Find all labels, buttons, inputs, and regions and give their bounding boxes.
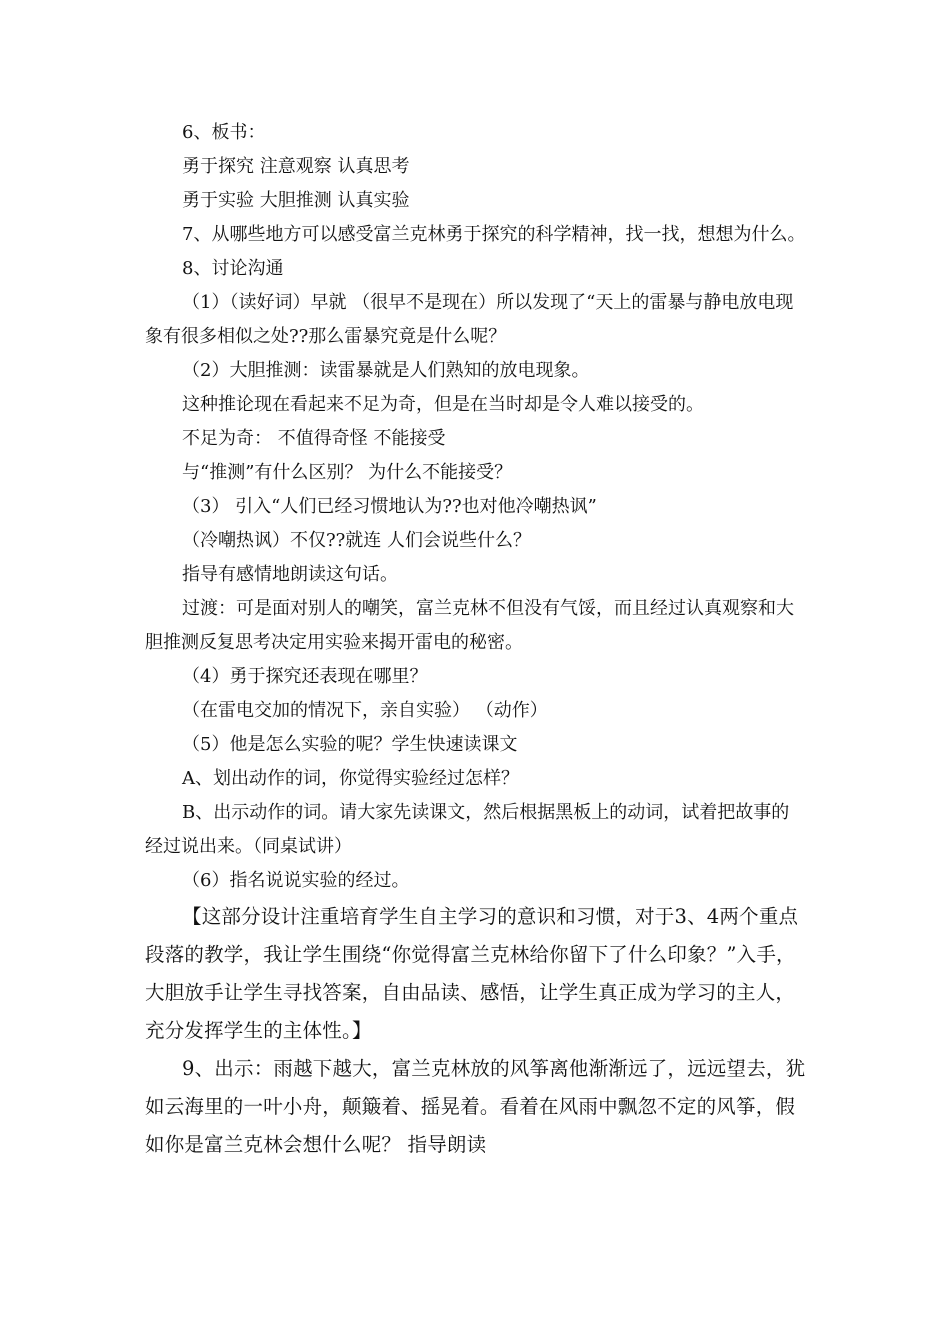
paragraph-step-7: 7、从哪些地方可以感受富兰克林勇于探究的科学精神，找一找，想想为什么。 [182,224,806,245]
paragraph-item-3: （3） 引入“人们已经习惯地认为??也对他冷嘲热讽” [182,496,597,517]
paragraph-sneer: （冷嘲热讽）不仅??就连 人们会说些什么？ [182,530,532,551]
paragraph-board-line-2: 勇于实验 大胆推测 认真实验 [182,190,410,211]
paragraph-item-5: （5）他是怎么实验的呢？学生快速读课文 [182,734,518,755]
paragraph-step-9: 9、出示：雨越下越大，富兰克林放的风筝离他渐渐远了，远远望去，犹如云海里的一叶小舟，颠簸着、摇晃着。看着在风雨中飘忽不定的风筝，假如你是富兰克林会想什么呢？ 指导朗读 [145,1057,806,1156]
paragraph-transition: 过渡：可是面对别人的嘲笑，富兰克林不但没有气馁，而且经过认真观察和大胆推测反复思考决定用实验来揭开雷电的秘密。 [145,598,794,653]
document-body [145,116,807,1164]
paragraph-guided-reading: 指导有感情地朗读这句话。 [182,564,398,585]
paragraph-question: 与“推测”有什么区别？ 为什么不能接受？ [182,462,513,483]
paragraph-action: （在雷电交加的情况下，亲自实验） （动作） [182,700,548,721]
paragraph-item-b: B、出示动作的词。请大家先读课文，然后根据黑板上的动词，试着把故事的经过说出来。（同桌试讲） [145,802,790,857]
paragraph-board-heading: 6、板书： [182,122,266,143]
paragraph-inference: 这种推论现在看起来不足为奇，但是在当时却是令人难以接受的。 [182,394,704,415]
paragraph-board-line-1: 勇于探究 注意观察 认真思考 [182,156,410,177]
paragraph-item-4: （4）勇于探究还表现在哪里？ [182,666,428,687]
paragraph-design-note: 【这部分设计注重培育学生自主学习的意识和习惯，对于3、4两个重点段落的教学，我让学生围绕“你觉得富兰克林给你留下了什么印象？”入手，大胆放手让学生寻找答案，自由品读、感悟，让学生真正成为学习的主人，充分发挥学生的主体性。】 [145,905,799,1042]
paragraph-step-8: 8、讨论沟通 [182,258,284,279]
paragraph-item-2: （2）大胆推测：读雷暴就是人们熟知的放电现象。 [182,360,590,381]
paragraph-item-a: A、划出动作的词，你觉得实验经过怎样？ [182,768,519,789]
paragraph-item-1: （1）（读好词）早就 （很早不是现在）所以发现了“天上的雷暴与静电放电现象有很多相似之处??那么雷暴究竟是什么呢？ [145,292,794,347]
paragraph-item-6: （6）指名说说实验的经过。 [182,870,410,891]
paragraph-word-meaning: 不足为奇： 不值得奇怪 不能接受 [182,428,446,449]
